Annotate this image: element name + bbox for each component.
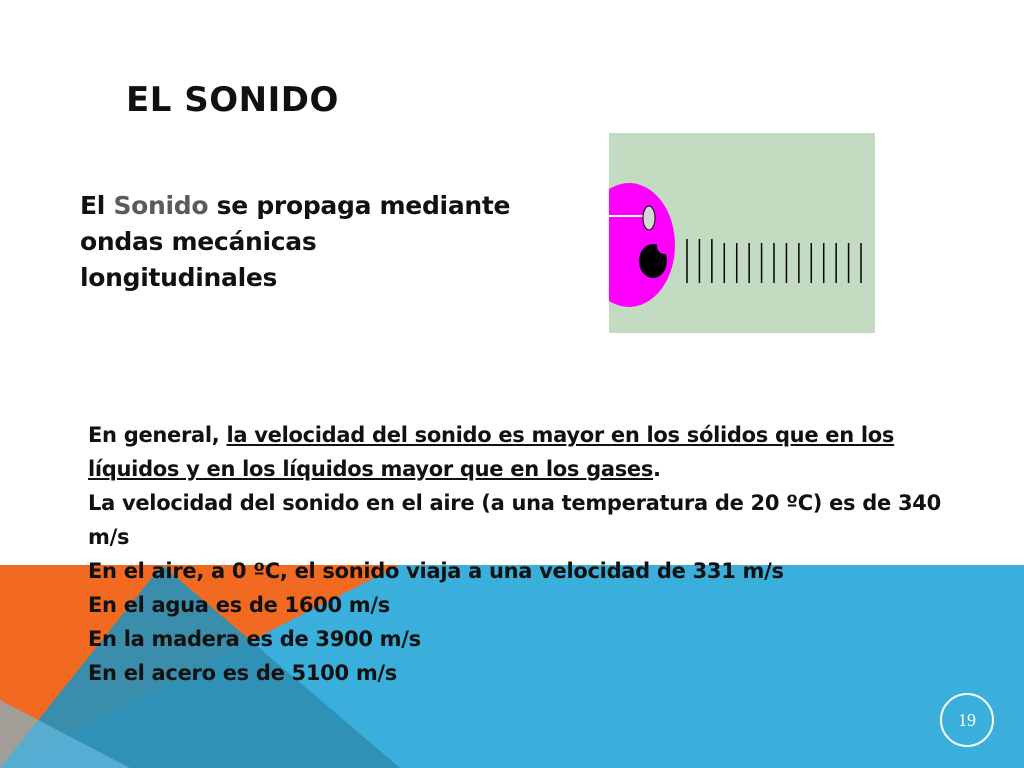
body-paragraph-2: La velocidad del sonido en el aire (a una temperatura de 20 ºC) es de 340 m/s <box>88 491 941 549</box>
slide-subtitle <box>80 188 520 296</box>
body-paragraph-6: En el acero es de 5100 m/s <box>88 661 397 685</box>
slide-title: EL SONIDO <box>126 80 339 120</box>
body-paragraph-3: En el aire, a 0 ºC, el sonido viaja a una velocidad de 331 m/s <box>88 559 784 583</box>
subtitle-accent: Sonido <box>113 191 209 220</box>
subtitle-part1: El <box>80 191 114 220</box>
body-text <box>88 418 948 690</box>
body-paragraph-5: En la madera es de 3900 m/s <box>88 627 421 651</box>
page-number-badge <box>940 693 994 747</box>
sound-illustration <box>609 133 875 333</box>
p1-underlined: la velocidad del sonido es mayor en los sólidos que en los líquidos y en los líquidos mayor que en los gases <box>88 423 895 481</box>
subtitle-part2: se propaga mediante ondas mecánicas longitudinales <box>80 191 511 292</box>
sound-waves <box>687 239 861 283</box>
body-paragraph-4: En el agua es de 1600 m/s <box>88 593 390 617</box>
body-paragraph-1 <box>88 418 948 486</box>
p1-prefix: En general, <box>88 423 227 447</box>
speaking-head-icon <box>609 133 875 333</box>
p1-suffix: . <box>653 457 661 481</box>
glasses-lens <box>643 206 655 230</box>
page-number: 19 <box>958 709 976 730</box>
nose-shape <box>657 238 671 254</box>
